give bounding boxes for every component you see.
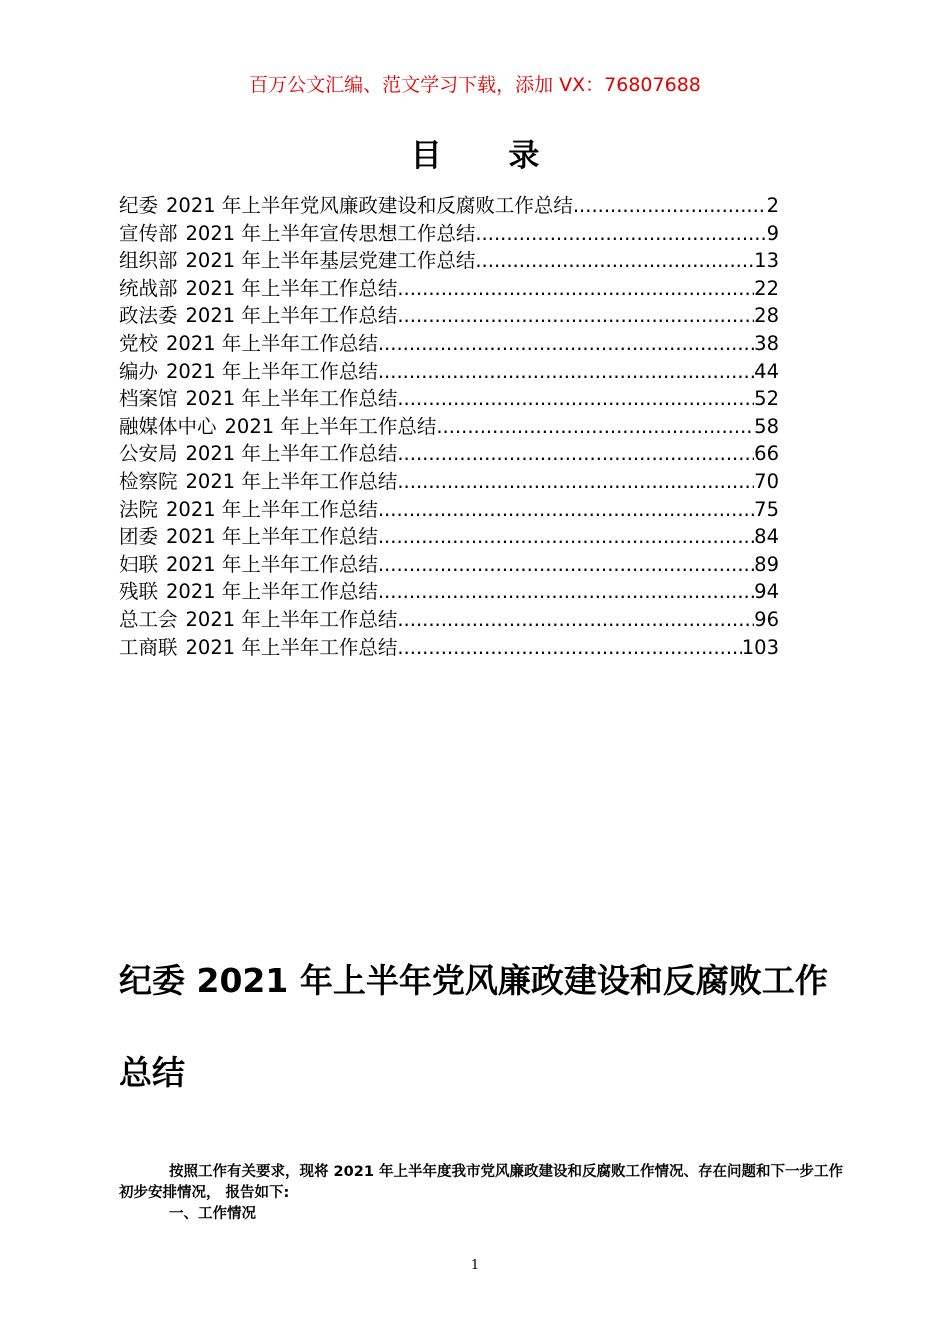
toc-entry-page: 94: [754, 580, 779, 604]
toc-entry-dept: 纪委: [119, 194, 159, 217]
toc-entry-page: 75: [754, 497, 779, 521]
toc-leader: [378, 523, 754, 551]
toc-entry[interactable]: [119, 413, 779, 441]
toc-entry-dept: 公安局: [119, 442, 178, 466]
toc-entry-page: 52: [754, 387, 779, 411]
toc-entry[interactable]: [119, 358, 779, 386]
toc-entry-page: 66: [754, 442, 779, 466]
toc-leader: [378, 358, 754, 386]
toc-entry-page: 58: [754, 414, 779, 438]
toc-entry[interactable]: [119, 468, 779, 496]
toc-entry-dept: 总工会: [119, 607, 178, 631]
toc-leader: [573, 192, 767, 220]
toc-entry-title: 2021 年上半年工作总结: [185, 607, 398, 631]
toc-entry-page: 13: [754, 249, 779, 273]
toc-entry-dept: 法院: [119, 497, 159, 521]
toc-entry-title: 2021 年上半年工作总结: [166, 497, 378, 521]
toc-entry-page: 9: [766, 221, 779, 245]
toc-entry-dept: 政法委: [119, 304, 178, 328]
toc-entry-title: 2021 年上半年工作总结: [224, 414, 437, 438]
toc-entry[interactable]: [119, 606, 779, 634]
toc-entry-page: 2: [766, 194, 779, 217]
toc-entry-title: 2021 年上半年工作总结: [166, 331, 378, 355]
toc-entry[interactable]: [119, 192, 779, 220]
toc-leader: [378, 578, 754, 606]
toc-entry-title: 2021 年上半年党风廉政建设和反腐败工作总结: [166, 194, 573, 217]
toc-leader: [436, 413, 754, 441]
toc-entry-dept: 统战部: [119, 276, 178, 300]
toc-leader: [475, 247, 754, 275]
toc-entry-title: 2021 年上半年工作总结: [185, 635, 398, 659]
toc-leader: [397, 302, 754, 330]
toc-entry-title: 2021 年上半年工作总结: [166, 580, 378, 604]
toc-entry-title: 2021 年上半年工作总结: [185, 442, 398, 466]
toc-entry-page: 84: [754, 525, 779, 549]
toc-entry-title: 2021 年上半年工作总结: [166, 552, 378, 576]
body-text: [119, 1162, 854, 1225]
toc-entry-dept: 检察院: [119, 469, 178, 493]
toc-entry-page: 103: [741, 635, 779, 659]
toc-title: 目 录: [410, 138, 568, 174]
toc-entry[interactable]: [119, 578, 779, 606]
toc-entry-dept: 档案馆: [119, 387, 178, 411]
toc-entry[interactable]: [119, 523, 779, 551]
toc-leader: [397, 606, 754, 634]
page-number: 1: [470, 1258, 480, 1273]
toc-entry-title: 2021 年上半年工作总结: [185, 276, 398, 300]
toc-entry-dept: 妇联: [119, 552, 159, 576]
toc-entry[interactable]: [119, 247, 779, 275]
toc-leader: [397, 468, 754, 496]
toc-entry-dept: 组织部: [119, 249, 178, 273]
toc-leader: [397, 634, 741, 662]
toc-entry-title: 2021 年上半年工作总结: [166, 525, 378, 549]
toc-leader: [397, 275, 754, 303]
toc-entry[interactable]: [119, 496, 779, 524]
toc-entry[interactable]: [119, 275, 779, 303]
toc-entry-page: 96: [754, 607, 779, 631]
toc-entry-page: 28: [754, 304, 779, 328]
toc-entry-dept: 编办: [119, 359, 159, 383]
toc-leader: [378, 330, 754, 358]
subheading: 一、工作情况: [169, 1206, 256, 1222]
toc-entry-title: 2021 年上半年基层党建工作总结: [185, 249, 476, 273]
toc-entry[interactable]: [119, 634, 779, 662]
toc-entry-title: 2021 年上半年工作总结: [185, 469, 398, 493]
toc-entry[interactable]: [119, 330, 779, 358]
toc-entry-page: 38: [754, 331, 779, 355]
toc-entry-page: 89: [754, 552, 779, 576]
toc-entry-page: 70: [754, 469, 779, 493]
toc-entry[interactable]: [119, 302, 779, 330]
toc-entry-dept: 融媒体中心: [119, 414, 217, 438]
header-banner: 百万公文汇编、范文学习下载，添加 VX：76807688: [249, 74, 701, 96]
toc-entry-dept: 团委: [119, 525, 159, 549]
toc-entry[interactable]: [119, 385, 779, 413]
section-title: 纪委 2021 年上半年党风廉政建设和反腐败工作总结: [119, 961, 828, 1092]
toc-entry[interactable]: [119, 220, 779, 248]
toc-entry[interactable]: [119, 551, 779, 579]
toc-entry-title: 2021 年上半年宣传思想工作总结: [185, 221, 476, 245]
intro-paragraph: 按照工作有关要求，现将 2021 年上半年度我市党风廉政建设和反腐败工作情况、存在问题和下一步工作初步安排情况， 报告如下:: [119, 1164, 843, 1201]
toc-entry-title: 2021 年上半年工作总结: [185, 304, 398, 328]
toc-entry[interactable]: [119, 440, 779, 468]
toc-entry-dept: 工商联: [119, 635, 178, 659]
toc-leader: [475, 220, 766, 248]
toc-entry-dept: 党校: [119, 331, 159, 355]
toc-leader: [397, 385, 754, 413]
toc-entry-dept: 残联: [119, 580, 159, 604]
toc-entry-page: 22: [754, 276, 779, 300]
toc-entry-title: 2021 年上半年工作总结: [166, 359, 378, 383]
toc-leader: [378, 496, 754, 524]
toc-leader: [397, 440, 754, 468]
toc-entry-dept: 宣传部: [119, 221, 178, 245]
toc-entry-title: 2021 年上半年工作总结: [185, 387, 398, 411]
table-of-contents: [119, 192, 779, 661]
toc-leader: [378, 551, 754, 579]
toc-entry-page: 44: [754, 359, 779, 383]
